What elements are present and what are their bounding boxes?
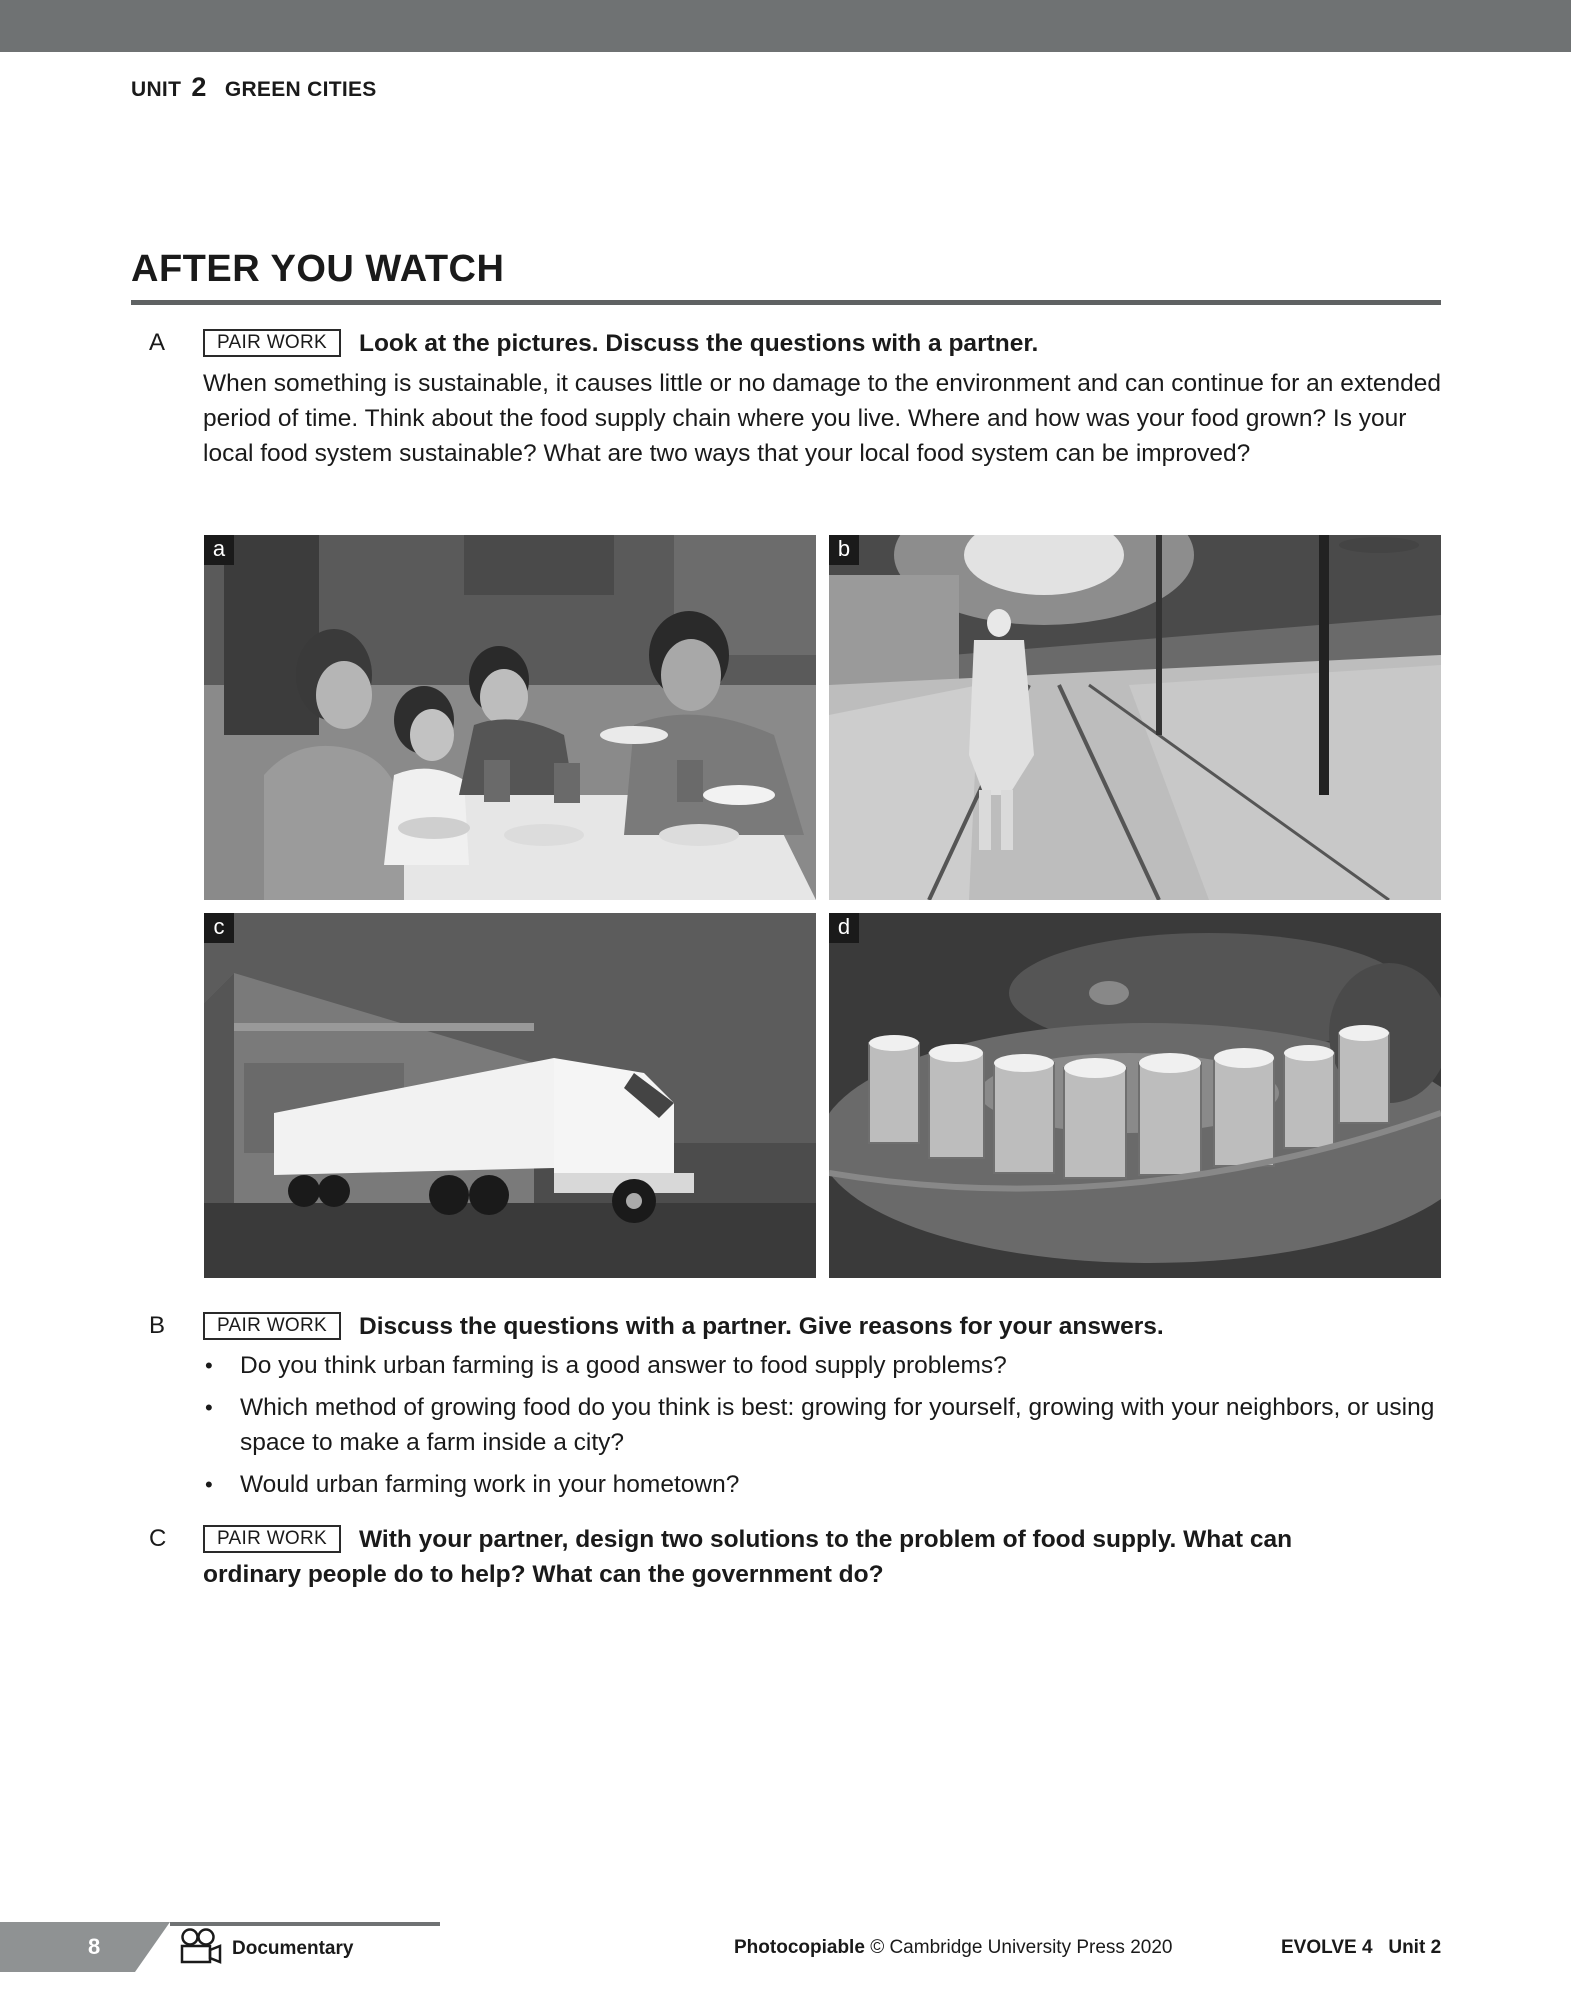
photo-c-label: c [204, 913, 234, 943]
copyright-text: © Cambridge University Press 2020 [870, 1937, 1173, 1958]
copyright-notice [734, 1937, 1172, 1959]
exercise-a-letter: A [149, 329, 166, 356]
unit-word: UNIT [131, 78, 182, 101]
exercise-c-pair-work-badge: PAIR WORK [203, 1525, 341, 1553]
exercise-b-pair-work-badge: PAIR WORK [203, 1312, 341, 1340]
family-restaurant-image [204, 535, 816, 900]
film-camera-icon [180, 1928, 222, 1964]
exercise-b-letter: B [149, 1312, 166, 1339]
exercise-a-instruction: Look at the pictures. Discuss the questions with a partner. [359, 330, 1039, 357]
photo-c [204, 913, 816, 1278]
page-number: 8 [88, 1934, 101, 1959]
exercise-c-instruction: With your partner, design two solutions to the problem of food supply. What can ordinary people do to help? What can the government do? [203, 1526, 1293, 1588]
top-banner [0, 0, 1571, 52]
exercise-b-question-list [203, 1348, 1443, 1509]
unit-header [131, 72, 377, 103]
section-label: Documentary [232, 1938, 354, 1959]
photocopiable-label: Photocopiable [734, 1937, 865, 1958]
list-item: • Would urban farming work in your hometown? [203, 1467, 1443, 1502]
exercise-c-letter: C [149, 1525, 167, 1552]
list-item: • Do you think urban farming is a good answer to food supply problems? [203, 1348, 1443, 1383]
canning-factory-image [829, 913, 1441, 1278]
exercise-b-instruction: Discuss the questions with a partner. Give reasons for your answers. [359, 1313, 1164, 1340]
photo-d [829, 913, 1441, 1278]
photo-a-label: a [204, 535, 234, 565]
photo-b-label: b [829, 535, 859, 565]
unit-number: 2 [191, 72, 207, 102]
book-title: EVOLVE 4 [1281, 1937, 1373, 1958]
title-rule [131, 300, 1441, 305]
poultry-farm-image [829, 535, 1441, 900]
book-reference [1281, 1937, 1441, 1959]
photo-d-label: d [829, 913, 859, 943]
section-title: AFTER YOU WATCH [131, 248, 505, 290]
exercise-a-body: When something is sustainable, it causes little or no damage to the environment and can continue for an extended period of time. Think about the food supply chain where you live. Where and how was your food grown? Is your local food system sustainable? What are two ways that your local food system can be improved? [203, 370, 1442, 467]
unit-title: GREEN CITIES [224, 78, 377, 101]
photo-b [829, 535, 1441, 900]
book-unit: Unit 2 [1388, 1937, 1442, 1958]
photo-a [204, 535, 816, 900]
list-item: • Which method of growing food do you think is best: growing for yourself, growing with your neighbors, or using space to make a farm inside a city? [203, 1390, 1443, 1460]
refrigerated-truck-image [204, 913, 816, 1278]
exercise-a-pair-work-badge: PAIR WORK [203, 329, 341, 357]
